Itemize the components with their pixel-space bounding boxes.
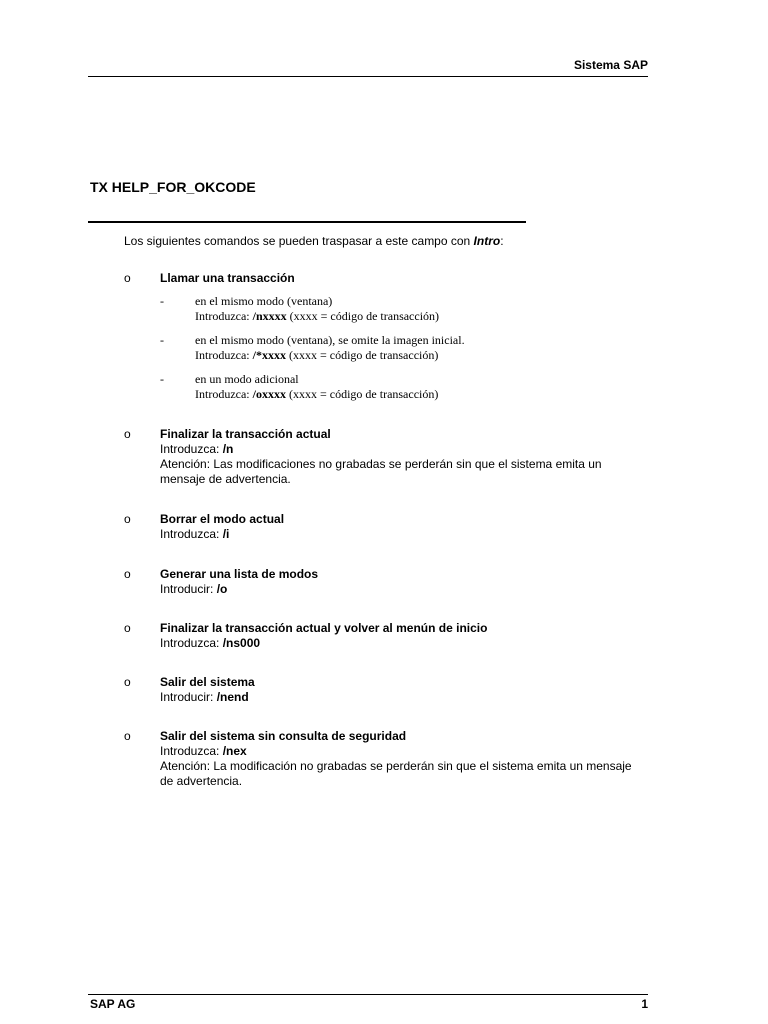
list-item [160,675,660,705]
item-note: de advertencia. [160,774,243,788]
intro-text: Los siguientes comandos se pueden traspasar a este campo con [124,234,474,248]
dash-marker: - [160,333,164,347]
sub-item-command: Introduzca: /nxxxx (xxxx = código de transacción) [195,309,440,323]
sub-item [195,372,655,402]
intro-paragraph [124,234,504,249]
list-item [160,512,660,542]
item-title: Salir del sistema sin consulta de seguridad [160,729,407,743]
command-code: /nxxxx [252,309,287,323]
command-code: /oxxxx [252,387,286,401]
intro-end: : [500,234,504,248]
bullet-marker: o [124,729,131,743]
command-code: /*xxxx [252,348,286,362]
sub-item [195,294,655,324]
sub-item-command: Introduzca: /oxxxx (xxxx = código de transacción) [195,387,439,401]
sub-item-description: en el mismo modo (ventana) [195,294,333,308]
item-command: Introduzca: /n [160,442,234,456]
item-command: Introducir: /o [160,582,228,596]
item-command: Introduzca: /ns000 [160,636,261,650]
command-code: /nend [216,690,249,704]
title-rule [88,221,526,223]
item-command: Introduzca: /i [160,527,230,541]
header-rule [88,76,648,77]
item-command: Introducir: /nend [160,690,249,704]
header-title: Sistema SAP [573,58,648,72]
bullet-marker: o [124,512,131,526]
item-title: Llamar una transacción [160,271,295,285]
list-item [160,427,660,487]
footer-company: SAP AG [90,997,136,1011]
item-note: Atención: Las modificaciones no grabadas se perderán sin que el sistema emita un [160,457,602,471]
dash-marker: - [160,372,164,386]
list-item [160,271,660,286]
sub-item [195,333,655,363]
item-title: Salir del sistema [160,675,255,689]
intro-emphasis: Intro [473,234,501,248]
sub-item-description: en un modo adicional [195,372,299,386]
footer-rule [88,994,648,995]
command-code: /n [222,442,234,456]
command-code: /nex [222,744,247,758]
item-title: Borrar el modo actual [160,512,285,526]
bullet-marker: o [124,427,131,441]
item-title: Finalizar la transacción actual [160,427,331,441]
sub-item-description: en el mismo modo (ventana), se omite la imagen inicial. [195,333,465,347]
sub-item-command: Introduzca: /*xxxx (xxxx = código de transacción) [195,348,439,362]
item-command: Introduzca: /nex [160,744,247,758]
bullet-marker: o [124,567,131,581]
bullet-marker: o [124,675,131,689]
page-number: 1 [641,997,648,1011]
document-title: TX HELP_FOR_OKCODE [90,179,256,195]
command-code: /ns000 [222,636,261,650]
item-note: Atención: La modificación no grabadas se perderán sin que el sistema emita un mensaje [160,759,632,773]
command-code: /o [216,582,228,596]
item-title: Finalizar la transacción actual y volver al menún de inicio [160,621,488,635]
bullet-marker: o [124,271,131,285]
bullet-marker: o [124,621,131,635]
list-item [160,567,660,597]
list-item [160,621,660,651]
dash-marker: - [160,294,164,308]
item-note: mensaje de advertencia. [160,472,291,486]
list-item [160,729,660,789]
item-title: Generar una lista de modos [160,567,319,581]
command-code: /i [222,527,230,541]
